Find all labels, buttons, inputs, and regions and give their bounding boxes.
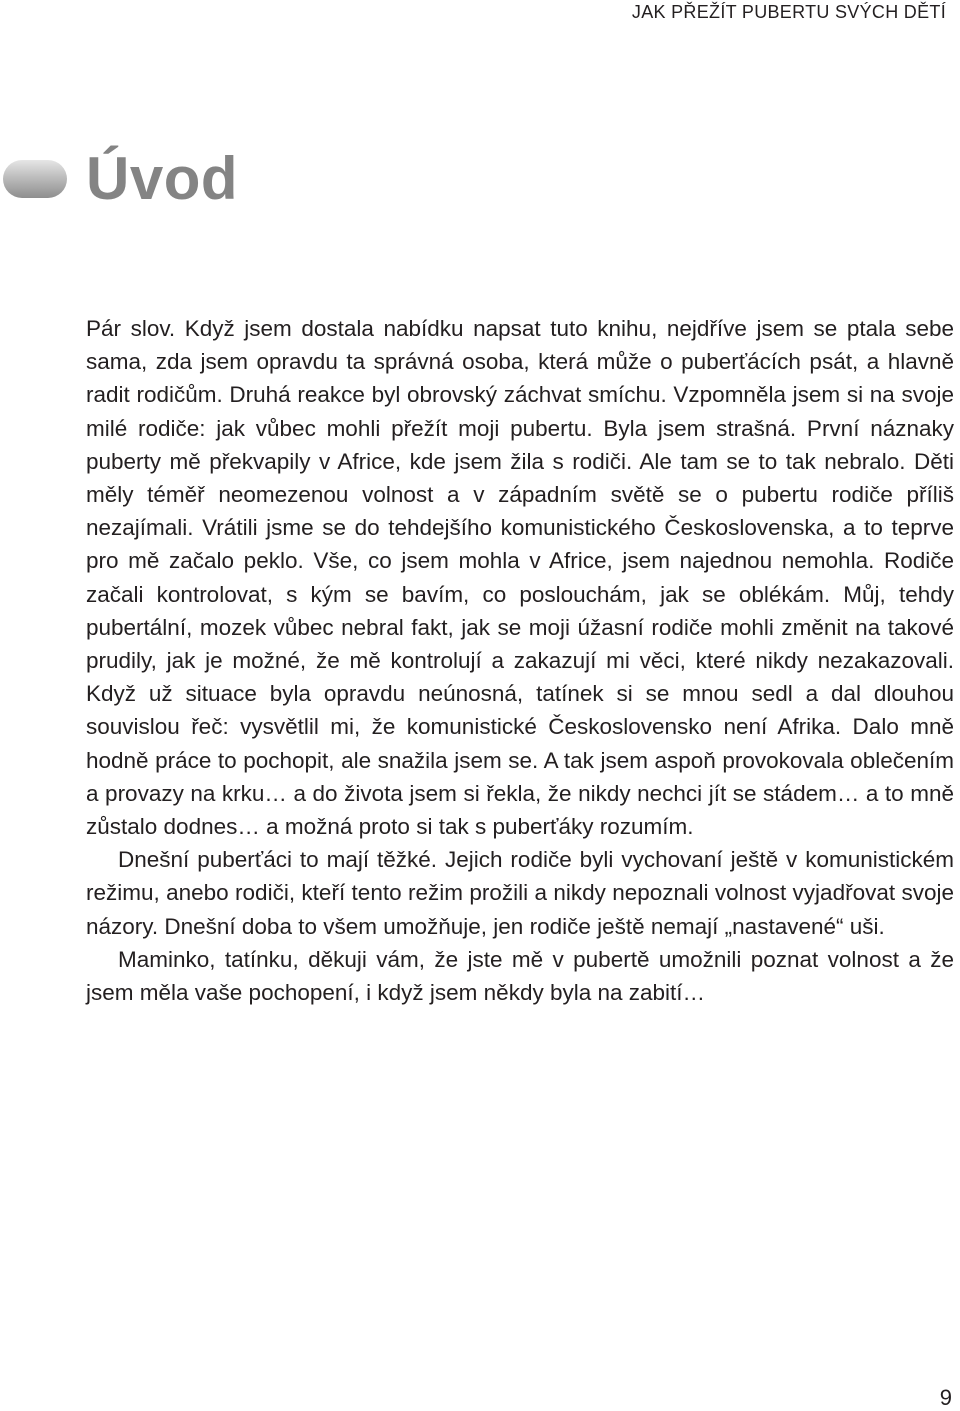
- paragraph-2: Dnešní puberťáci to mají těžké. Jejich rodiče byli vychovaní ještě v komunistickém režimu, anebo rodiči, kteří tento režim prožili a nikdy nepoznali volnost vyjadřovat svoje názory. Dnešní doba to všem umožňuje, jen rodiče ještě nemají „nastavené“ uši.: [86, 847, 954, 939]
- page-number: 9: [939, 1385, 952, 1410]
- running-header: JAK PŘEŽÍT PUBERTU SVÝCH DĚTÍ: [631, 2, 946, 22]
- chapter-marker-pill: [3, 160, 67, 198]
- chapter-title: Úvod: [86, 145, 238, 212]
- chapter-body: [86, 312, 954, 1009]
- paragraph-1: Pár slov. Když jsem dostala nabídku napsat tuto knihu, nejdříve jsem se ptala sebe sama, zda jsem opravdu ta správná osoba, která může o puberťácích psát, a hlavně radit rodičům. Druhá reakce byl obrovský záchvat smíchu. Vzpomněla jsem si na svoje milé rodiče: jak vůbec mohli přežít moji pubertu. Byla jsem strašná. První náznaky puberty mě překvapily v Africe, kde jsem žila s rodiči. Ale tam se to tak nebralo. Děti měly téměř neomezenou volnost a v západním světě se o pubertu rodiče příliš nezajímali. Vrátili jsme se do tehdejšího komunistického Československa, a to teprve pro mě začalo peklo. Vše, co jsem mohla v Africe, jsem najednou nemohla. Rodiče začali kontrolovat, s kým se bavím, co poslouchám, jak se oblékám. Můj, tehdy pubertální, mozek vůbec nebral fakt, jak se moji úžasní rodiče mohli změnit na takové prudily, jak je možné, že mě kontrolují a zakazují mi věci, které nikdy nezakazovali. Když už situace byla opravdu neúnosná, tatínek si se mnou sedl a dal dlouhou souvislou řeč: vysvětlil mi, že komunistické Československo není Afrika. Dalo mně hodně práce to pochopit, ale snažila jsem se. A tak jsem aspoň provokovala oblečením a provazy na krku… a do života jsem si řekla, že nikdy nechci jít se stádem… a to mně zůstalo dodnes… a možná proto si tak s puberťáky rozumím.: [86, 316, 954, 840]
- paragraph-3: Maminko, tatínku, děkuji vám, že jste mě v pubertě umožnili poznat volnost a že jsem měla vaše pochopení, i když jsem někdy byla na zabití…: [86, 946, 954, 1006]
- chapter-heading: [0, 136, 600, 226]
